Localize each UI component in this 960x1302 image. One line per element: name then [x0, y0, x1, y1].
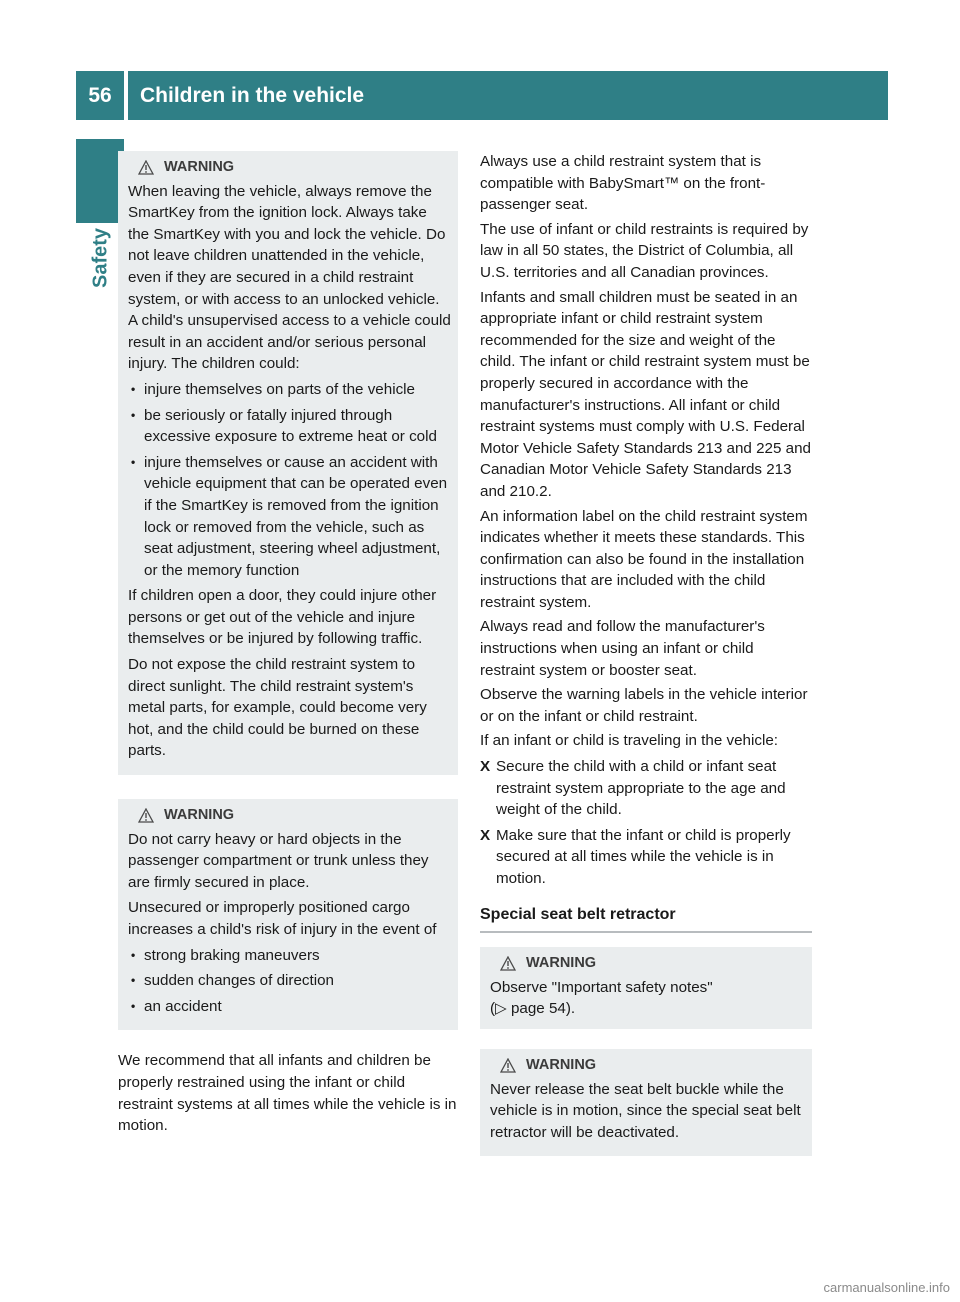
- section-tab-marker: [76, 139, 124, 223]
- list-item: [128, 996, 452, 1018]
- warning-header: [490, 1055, 806, 1077]
- warning-box-3: [480, 947, 812, 1029]
- warning-triangle-icon: [500, 956, 516, 971]
- warning-triangle-icon: [138, 160, 154, 175]
- list-item-text: sudden changes of direction: [144, 972, 334, 990]
- warning-heading: WARNING: [526, 955, 597, 972]
- page-number: 56: [76, 71, 124, 120]
- warning-heading: WARNING: [164, 159, 235, 175]
- list-item: [128, 379, 452, 401]
- step-icon: X: [480, 758, 491, 776]
- bullet-icon: •: [131, 947, 136, 962]
- bullet-icon: •: [131, 407, 136, 422]
- warning-bullet-list: [128, 379, 452, 581]
- list-item-text: an accident: [144, 997, 222, 1015]
- list-item-text: be seriously or fatally injured through excessive exposure to extreme heat or cold: [144, 406, 437, 446]
- warning-triangle-icon: [138, 808, 154, 823]
- warning-header: [490, 953, 806, 975]
- bullet-icon: •: [131, 973, 136, 988]
- list-item-text: strong braking maneuvers: [144, 946, 320, 964]
- warning-triangle-icon: [500, 1058, 516, 1073]
- step-text: Secure the child with a child or infant seat restraint system appropriate to the age and weight of the child.: [496, 758, 786, 819]
- page-title: Children in the vehicle: [128, 71, 888, 120]
- left-column: [118, 151, 458, 1140]
- warning-header: [128, 157, 452, 179]
- page-reference-link[interactable]: (▷ page 54).: [490, 1000, 576, 1018]
- warning-box-2: [118, 799, 458, 1030]
- warning-text: Do not carry heavy or hard objects in the passenger compartment or trunk unless they are firmly secured in place.: [128, 830, 429, 891]
- list-item: [128, 970, 452, 992]
- warning-box-1: [118, 151, 458, 775]
- warning-text: Do not expose the child restraint system to direct sunlight. The child restraint system's metal parts, for example, could become very hot, and the child could be burned on these parts.: [128, 656, 427, 760]
- instruction-step: [480, 825, 812, 890]
- list-item: [128, 452, 452, 582]
- watermark: carmanualsonline.info: [823, 1280, 950, 1295]
- body-paragraph: The use of infant or child restraints is required by law in all 50 states, the District of Columbia, all U.S. territories and all Canadian provinces.: [480, 220, 809, 281]
- body-paragraph: Observe the warning labels in the vehicle interior or on the infant or child restraint.: [480, 686, 808, 725]
- section-label: Safety: [89, 228, 112, 289]
- body-paragraph: Always read and follow the manufacturer's instructions when using an infant or child restraint system or booster seat.: [480, 618, 765, 679]
- section-heading: Special seat belt retractor: [480, 904, 812, 934]
- step-icon: X: [480, 826, 491, 844]
- bullet-icon: •: [131, 998, 136, 1013]
- warning-text: Never release the seat belt buckle while the vehicle is in motion, since the special seat belt retractor will be deactivated.: [490, 1080, 801, 1141]
- body-paragraph: An information label on the child restraint system indicates whether it meets these standards. This confirmation can also be found in the installation instructions that are included with the child restraint system.: [480, 507, 808, 611]
- warning-text: Unsecured or improperly positioned cargo increases a child's risk of injury in the event of: [128, 899, 437, 938]
- step-text: Make sure that the infant or child is properly secured at all times while the vehicle is in motion.: [496, 826, 791, 887]
- instruction-list: [480, 756, 812, 890]
- warning-bullet-list: [128, 945, 452, 1018]
- list-item-text: injure themselves or cause an accident with vehicle equipment that can be operated even if the SmartKey is removed from the ignition lock or removed from the vehicle, such as seat adjustment, steering wheel adjustment, or the memory function: [144, 453, 448, 579]
- warning-text: When leaving the vehicle, always remove the SmartKey from the ignition lock. Always take the SmartKey with you and lock the vehicle. Do not leave children unattended in the vehicle, even if they are secured in a child restraint system, or with access to an unlocked vehicle. A child's unsupervised access to a vehicle could result in an accident and/or serious personal injury. The children could:: [128, 182, 451, 373]
- body-paragraph: Always use a child restraint system that is compatible with BabySmart™ on the front-passenger seat.: [480, 153, 766, 214]
- body-paragraph: Infants and small children must be seated in an appropriate infant or child restraint system recommended for the size and weight of the child. The infant or child restraint system must be properly secured in accordance with the manufacturer's instructions. All infant or child restraint systems must comply with U.S. Federal Motor Vehicle Safety Standards 213 and 225 and Canadian Motor Vehicle Safety Standards 213 and 210.2.: [480, 288, 811, 500]
- right-column: [480, 151, 812, 1176]
- list-item: [128, 405, 452, 448]
- bullet-icon: •: [131, 454, 136, 469]
- list-item: [128, 945, 452, 967]
- instruction-step: [480, 756, 812, 821]
- warning-text: Observe "Important safety notes": [490, 978, 713, 996]
- body-paragraph: We recommend that all infants and children be properly restrained using the infant or child restraint systems at all times while the vehicle is in motion.: [118, 1052, 457, 1135]
- body-paragraph: If an infant or child is traveling in the vehicle:: [480, 732, 779, 750]
- warning-heading: WARNING: [526, 1056, 597, 1073]
- warning-heading: WARNING: [164, 807, 235, 824]
- bullet-icon: •: [131, 381, 136, 396]
- list-item-text: injure themselves on parts of the vehicle: [144, 380, 415, 398]
- warning-header: [128, 805, 452, 827]
- warning-box-4: [480, 1049, 812, 1156]
- warning-text: If children open a door, they could injure other persons or get out of the vehicle and injure themselves or be injured by following traffic.: [128, 587, 437, 648]
